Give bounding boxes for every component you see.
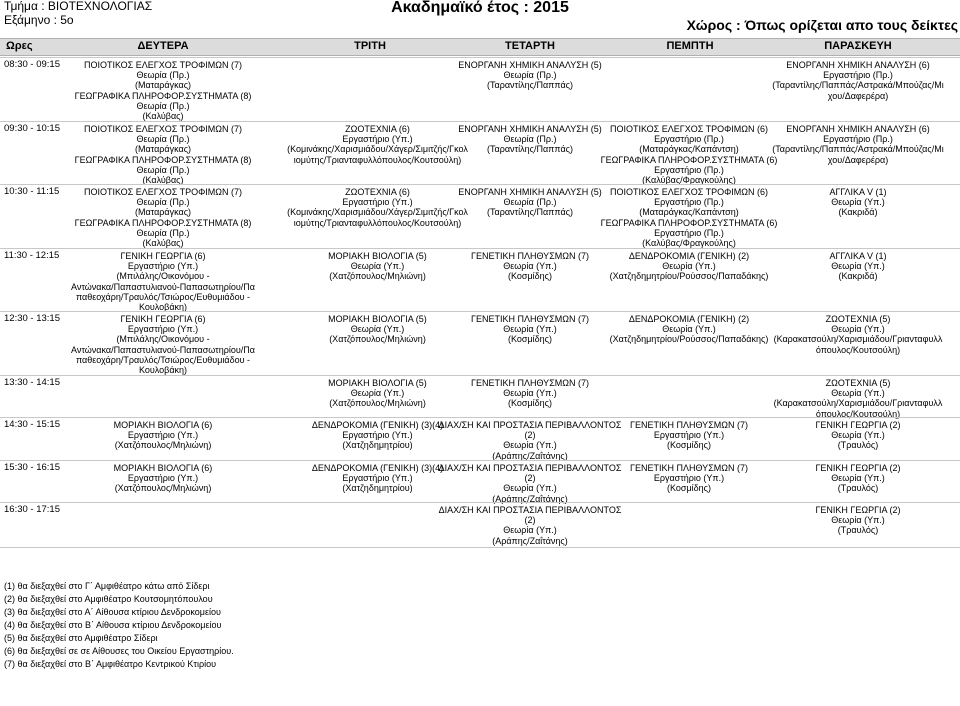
footnote: (1) θα διεξαχθεί στο Γ΄ Αμφιθέατρο κάτω από Σίδερι <box>4 581 210 591</box>
course-cell-monday: ΠΟΙΟΤΙΚΟΣ ΕΛΕΓΧΟΣ ΤΡΟΦΙΜΩΝ (7) Θεωρία (Πρ.) (Ματαράγκας) ΓΕΩΓΡΑΦΙΚΑ ΠΛΗΡΟΦΟΡ.ΣΥΣΤΗΜΑΤΑ (8) Θεωρία (Πρ.) (Καλύβας) <box>74 60 252 122</box>
slot-time: 16:30 - 17:15 <box>4 504 60 515</box>
course-cell-friday: ΖΩΟΤΕΧΝΙΑ (5) Θεωρία (Υπ.) (Καρακατσούλη/Χαρισμιάδου/Γριανταφυλλ όπουλος/Κουτσούλη) <box>773 314 943 355</box>
slot-time: 11:30 - 12:15 <box>4 250 60 261</box>
course-cell-tuesday: ΔΕΝΔΡΟΚΟΜΙΑ (ΓΕΝΙΚΗ) (3)(4) Εργαστήριο (Υπ.) (Χατζηδημητρίου) <box>311 420 444 451</box>
course-cell-friday: ΓΕΝΙΚΗ ΓΕΩΡΓΙΑ (2) Θεωρία (Υπ.) (Τραυλός) <box>815 463 901 494</box>
footnote: (4) θα διεξαχθεί στο Β΄ Αίθουσα κτίριου Δενδροκομείου <box>4 620 222 630</box>
course-cell-wednesday: ΔΙΑΧ/ΣΗ ΚΑΙ ΠΡΟΣΤΑΣΙΑ ΠΕΡΙΒΑΛΛΟΝΤΟΣ (2) Θεωρία (Υπ.) (Αράπης/Ζαΐτάνης) <box>438 463 622 504</box>
slot-time: 10:30 - 11:15 <box>4 186 60 197</box>
timeslot-row <box>0 248 960 311</box>
timeslot-row <box>0 57 960 120</box>
course-cell-thursday: ΠΟΙΟΤΙΚΟΣ ΕΛΕΓΧΟΣ ΤΡΟΦΙΜΩΝ (6) Εργαστήριο (Πρ.) (Ματαράγκας/Καπάντση) ΓΕΩΓΡΑΦΙΚΑ ΠΛΗΡΟΦΟΡ.ΣΥΣΤΗΜΑΤΑ (6) Εργαστήριο (Πρ.) (Καλύβας/Φραγκούλης) <box>600 124 778 186</box>
timeslot-row <box>0 460 960 503</box>
course-cell-friday: ΕΝΟΡΓΑΝΗ ΧΗΜΙΚΗ ΑΝΑΛΥΣΗ (6) Εργαστήριο (Πρ.) (Ταραντίλης/Παππάς/Αστρακά/Μπούζας/Μι χου/Δαφερέρα) <box>772 124 944 165</box>
footnote: (3) θα διεξαχθεί στο Α΄ Αίθουσα κτίριου Δενδροκομείου <box>4 607 221 617</box>
footnote: (5) θα διεξαχθεί στο Αμφιθέατρο Σίδερι <box>4 633 158 643</box>
footnotes <box>4 580 234 671</box>
slot-time: 08:30 - 09:15 <box>4 59 60 70</box>
course-cell-friday: ΑΓΓΛΙΚΑ V (1) Θεωρία (Υπ.) (Κακριδά) <box>829 187 887 218</box>
course-cell-wednesday: ΓΕΝΕΤΙΚΗ ΠΛΗΘΥΣΜΩΝ (7) Θεωρία (Υπ.) (Κοσμίδης) <box>471 251 589 282</box>
course-cell-friday: ΓΕΝΙΚΗ ΓΕΩΡΓΙΑ (2) Θεωρία (Υπ.) (Τραυλός) <box>815 505 901 536</box>
footnote: (6) θα διεξαχθεί σε σε Αίθουσες του Οικείου Εργαστηρίου. <box>4 646 234 656</box>
footnote: (7) θα διεξαχθεί στο Β΄ Αμφιθέατρο Κεντρικού Κτιρίου <box>4 659 216 669</box>
course-cell-thursday: ΠΟΙΟΤΙΚΟΣ ΕΛΕΓΧΟΣ ΤΡΟΦΙΜΩΝ (6) Εργαστήριο (Πρ.) (Ματαράγκας/Καπάντση) ΓΕΩΓΡΑΦΙΚΑ ΠΛΗΡΟΦΟΡ.ΣΥΣΤΗΜΑΤΑ (6) Εργαστήριο (Πρ.) (Καλύβας/Φραγκούλης) <box>600 187 778 249</box>
day-header-row <box>0 38 960 56</box>
timeslot-row <box>0 121 960 184</box>
course-cell-thursday: ΔΕΝΔΡΟΚΟΜΙΑ (ΓΕΝΙΚΗ) (2) Θεωρία (Υπ.) (Χατζηδημητρίου/Ρούσσος/Παπαδάκης) <box>609 314 769 345</box>
course-cell-wednesday: ΔΙΑΧ/ΣΗ ΚΑΙ ΠΡΟΣΤΑΣΙΑ ΠΕΡΙΒΑΛΛΟΝΤΟΣ (2) Θεωρία (Υπ.) (Αράπης/Ζαΐτάνης) <box>438 420 622 461</box>
course-cell-monday: ΠΟΙΟΤΙΚΟΣ ΕΛΕΓΧΟΣ ΤΡΟΦΙΜΩΝ (7) Θεωρία (Πρ.) (Ματαράγκας) ΓΕΩΓΡΑΦΙΚΑ ΠΛΗΡΟΦΟΡ.ΣΥΣΤΗΜΑΤΑ (8) Θεωρία (Πρ.) (Καλύβας) <box>74 187 252 249</box>
course-cell-friday: ΖΩΟΤΕΧΝΙΑ (5) Θεωρία (Υπ.) (Καρακατσούλη/Χαρισμιάδου/Γριανταφυλλ όπουλος/Κουτσούλη) <box>773 378 943 419</box>
course-cell-friday: ΑΓΓΛΙΚΑ V (1) Θεωρία (Υπ.) (Κακριδά) <box>829 251 887 282</box>
slot-time: 09:30 - 10:15 <box>4 123 60 134</box>
day-header-wednesday: ΤΕΤΑΡΤΗ <box>505 40 555 52</box>
timeslot-row <box>0 184 960 247</box>
day-header-tuesday: ΤΡΙΤΗ <box>354 40 386 52</box>
course-cell-monday: ΜΟΡΙΑΚΗ ΒΙΟΛΟΓΙΑ (6) Εργαστήριο (Υπ.) (Χατζόπουλος/Μηλιώνη) <box>113 463 213 494</box>
course-cell-monday: ΓΕΝΙΚΗ ΓΕΩΡΓΙΑ (6) Εργαστήριο (Υπ.) (Μπιλάλης/Οικονόμου - Αντώνακα/Παπαστυλιανού-Παπασωτηρίου/Πα παθεοχάρη/Τραυλός/Τσιώρος/Ευθυμιάδου - Κουλοβάκη) <box>71 314 255 376</box>
course-cell-wednesday: ΕΝΟΡΓΑΝΗ ΧΗΜΙΚΗ ΑΝΑΛΥΣΗ (5) Θεωρία (Πρ.) (Ταραντίλης/Παππάς) <box>458 60 602 91</box>
day-header-monday: ΔΕΥΤΕΡΑ <box>137 40 189 52</box>
course-cell-monday: ΓΕΝΙΚΗ ΓΕΩΡΓΙΑ (6) Εργαστήριο (Υπ.) (Μπιλάλης/Οικονόμου - Αντώνακα/Παπαστυλιανού-Παπασωτηρίου/Πα παθεοχάρη/Τραυλός/Τσιώρος/Ευθυμιάδου - Κουλοβάκη) <box>71 251 255 313</box>
slot-time: 13:30 - 14:15 <box>4 377 60 388</box>
day-header-friday: ΠΑΡΑΣΚΕΥΗ <box>824 40 892 52</box>
page-title: Ακαδημαϊκό έτος : 2015 <box>391 0 569 16</box>
course-cell-tuesday: ΖΩΟΤΕΧΝΙΑ (6) Εργαστήριο (Υπ.) (Κομινάκης/Χαρισμιάδου/Χάγερ/Σιμιτζής/Γκολ ιομύτης/Τριανταφυλλόπουλος/Κουτσούλη) <box>287 187 468 228</box>
footnote: (2) θα διεξαχθεί στο Αμφιθέατρο Κουτσομητόπουλου <box>4 594 213 604</box>
timeslot-row <box>0 311 960 374</box>
slot-time: 12:30 - 13:15 <box>4 313 60 324</box>
course-cell-thursday: ΓΕΝΕΤΙΚΗ ΠΛΗΘΥΣΜΩΝ (7) Εργαστήριο (Υπ.) (Κοσμίδης) <box>630 420 748 451</box>
course-cell-tuesday: ΜΟΡΙΑΚΗ ΒΙΟΛΟΓΙΑ (5) Θεωρία (Υπ.) (Χατζόπουλος/Μηλιώνη) <box>328 251 427 282</box>
department-label: Τμήμα : ΒΙΟΤΕΧΝΟΛΟΓΙΑΣ <box>4 0 153 13</box>
course-cell-wednesday: ΓΕΝΕΤΙΚΗ ΠΛΗΘΥΣΜΩΝ (7) Θεωρία (Υπ.) (Κοσμίδης) <box>471 378 589 409</box>
day-header-thursday: ΠΕΜΠΤΗ <box>666 40 714 52</box>
room-label: Χώρος : Όπως ορίζεται απο τους δείκτες <box>686 17 958 33</box>
slot-time: 15:30 - 16:15 <box>4 462 60 473</box>
course-cell-thursday: ΔΕΝΔΡΟΚΟΜΙΑ (ΓΕΝΙΚΗ) (2) Θεωρία (Υπ.) (Χατζηδημητρίου/Ρούσσος/Παπαδάκης) <box>609 251 769 282</box>
course-cell-tuesday: ΖΩΟΤΕΧΝΙΑ (6) Εργαστήριο (Υπ.) (Κομινάκης/Χαρισμιάδου/Χάγερ/Σιμιτζής/Γκολ ιομύτης/Τριανταφυλλόπουλος/Κουτσούλη) <box>287 124 468 165</box>
course-cell-friday: ΕΝΟΡΓΑΝΗ ΧΗΜΙΚΗ ΑΝΑΛΥΣΗ (6) Εργαστήριο (Πρ.) (Ταραντίλης/Παππάς/Αστρακά/Μπούζας/Μι χου/Δαφερέρα) <box>772 60 944 101</box>
course-cell-wednesday: ΕΝΟΡΓΑΝΗ ΧΗΜΙΚΗ ΑΝΑΛΥΣΗ (5) Θεωρία (Πρ.) (Ταραντίλης/Παππάς) <box>458 187 602 218</box>
course-cell-tuesday: ΔΕΝΔΡΟΚΟΜΙΑ (ΓΕΝΙΚΗ) (3)(4) Εργαστήριο (Υπ.) (Χατζηδημητρίου) <box>311 463 444 494</box>
course-cell-wednesday: ΔΙΑΧ/ΣΗ ΚΑΙ ΠΡΟΣΤΑΣΙΑ ΠΕΡΙΒΑΛΛΟΝΤΟΣ (2) Θεωρία (Υπ.) (Αράπης/Ζαΐτάνης) <box>438 505 622 546</box>
timeslot-row <box>0 502 960 548</box>
course-cell-monday: ΠΟΙΟΤΙΚΟΣ ΕΛΕΓΧΟΣ ΤΡΟΦΙΜΩΝ (7) Θεωρία (Πρ.) (Ματαράγκας) ΓΕΩΓΡΑΦΙΚΑ ΠΛΗΡΟΦΟΡ.ΣΥΣΤΗΜΑΤΑ (8) Θεωρία (Πρ.) (Καλύβας) <box>74 124 252 186</box>
timeslot-row <box>0 375 960 419</box>
course-cell-wednesday: ΓΕΝΕΤΙΚΗ ΠΛΗΘΥΣΜΩΝ (7) Θεωρία (Υπ.) (Κοσμίδης) <box>471 314 589 345</box>
course-cell-monday: ΜΟΡΙΑΚΗ ΒΙΟΛΟΓΙΑ (6) Εργαστήριο (Υπ.) (Χατζόπουλος/Μηλιώνη) <box>113 420 213 451</box>
course-cell-tuesday: ΜΟΡΙΑΚΗ ΒΙΟΛΟΓΙΑ (5) Θεωρία (Υπ.) (Χατζόπουλος/Μηλιώνη) <box>328 314 427 345</box>
course-cell-thursday: ΓΕΝΕΤΙΚΗ ΠΛΗΘΥΣΜΩΝ (7) Εργαστήριο (Υπ.) (Κοσμίδης) <box>630 463 748 494</box>
semester-label: Εξάμηνο : 5ο <box>4 13 74 27</box>
course-cell-tuesday: ΜΟΡΙΑΚΗ ΒΙΟΛΟΓΙΑ (5) Θεωρία (Υπ.) (Χατζόπουλος/Μηλιώνη) <box>328 378 427 409</box>
course-cell-wednesday: ΕΝΟΡΓΑΝΗ ΧΗΜΙΚΗ ΑΝΑΛΥΣΗ (5) Θεωρία (Πρ.) (Ταραντίλης/Παππάς) <box>458 124 602 155</box>
course-cell-friday: ΓΕΝΙΚΗ ΓΕΩΡΓΙΑ (2) Θεωρία (Υπ.) (Τραυλός) <box>815 420 901 451</box>
slot-time: 14:30 - 15:15 <box>4 419 60 430</box>
timeslot-row <box>0 417 960 460</box>
hours-header: Ωρες <box>6 40 33 52</box>
